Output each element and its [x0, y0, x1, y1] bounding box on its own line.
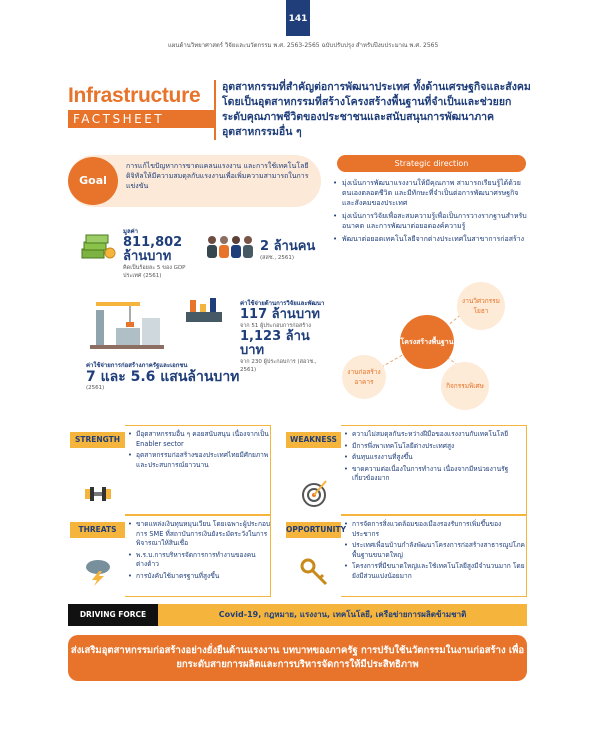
gdp-value: 811,802 [123, 235, 183, 250]
money-stack-icon [80, 231, 116, 261]
rd-value-1: 117 ล้านบาท [240, 307, 320, 322]
strategic-item: • มุ่งเน้นการวิจัยเพื่อสะสมความรู้เพื่อเป็นการวางรากฐานสำหรับอนาคต และการพัฒนาต่อยอดองค์ความรู้ [332, 211, 528, 231]
ecosystem-node: กิจกรรมพิเศษ [441, 362, 489, 410]
workers-stat [260, 240, 340, 262]
weakness-item: • ขาดความต่อเนื่องในการทำงาน เนื่องจากมีหน่วยงานรัฐเกี่ยวข้องมาก [344, 465, 527, 484]
key-icon [299, 557, 329, 587]
running-header: แผนด้านวิทยาศาสตร์ วิจัยและนวัตกรรม พ.ศ. 2563-2565 ฉบับปรับปรุง สำหรับปีงบประมาณ พ.ศ. 2565 [168, 42, 439, 49]
brand-title: Infrastructure [68, 84, 201, 107]
construction-site-icon [90, 288, 164, 350]
opportunity-label: OPPORTUNITY [286, 522, 341, 538]
driving-force-label: DRIVING FORCE [68, 604, 158, 626]
threats-item: • ขาดแหล่งเงินทุนหมุนเวียน โดยเฉพาะผู้ประกอบการ SME ที่สถาบันการเงินยังระมัดระวังในการพิจารณาให้สินเชื่อ [128, 520, 271, 549]
ecosystem-center-node: โครงสร้างพื้นฐาน [400, 315, 454, 369]
workers-note: (สสช., 2561) [260, 255, 294, 261]
workers-value: 2 ล้านคน [260, 239, 316, 254]
strength-item: • อุตสาหกรรมก่อสร้างของประเทศไทยมีศักยภาพและประสบการณ์ยาวนาน [128, 451, 271, 470]
threats-item: • พ.ร.บ.การบริหารจัดการการทำงานของคนต่างด้าว [128, 551, 271, 570]
threats-item: • การบังคับใช้มาตรฐานที่สูงขึ้น [128, 572, 271, 582]
construction-spending-stat [86, 360, 246, 392]
spending-note: (2561) [86, 385, 105, 391]
page-number: 141 [286, 0, 310, 36]
strength-list [128, 430, 271, 472]
strength-item: • มีอุตสาหกรรมอื่น ๆ คอยสนับสนุน เนื่องจากเป็น Enabler sector [128, 430, 271, 449]
rd-note-2: จาก 230 ผู้ประกอบการ (สอวช., 2561) [240, 359, 317, 373]
spending-label: ค่าใช้จ่ายการก่อสร้างภาครัฐและเอกชน [86, 362, 188, 369]
brand-subtitle: FACTSHEET [68, 110, 214, 128]
strategic-direction-title: Strategic direction [337, 155, 526, 172]
goal-badge: Goal [68, 157, 118, 205]
strategic-item: • พัฒนาต่อยอดเทคโนโลยีจากต่างประเทศในสาขาการก่อสร้าง [332, 234, 528, 244]
ecosystem-node: งานก่อสร้างอาคาร [342, 355, 386, 399]
target-icon [299, 478, 329, 508]
opportunity-item: • ประเทศเพื่อนบ้านกำลังพัฒนาโครงการก่อสร้างสาธารณูปโภคพื้นฐานขนาดใหญ่ [344, 541, 527, 560]
rd-note-1: จาก 51 ผู้ประกอบการก่อสร้าง [240, 323, 311, 329]
gdp-label: มูลค่า [123, 228, 139, 235]
rd-value-2: 1,123 ล้านบาท [240, 329, 310, 358]
ecosystem-node: งานวิศวกรรมโยธา [457, 282, 505, 330]
weakness-item: • มีการพึ่งพาเทคโนโลยีต่างประเทศสูง [344, 442, 527, 452]
gdp-note: คิดเป็นร้อยละ 5 ของ GDP ประเทศ (2561) [123, 265, 186, 279]
research-lab-icon [184, 296, 224, 324]
weakness-item: • ต้นทุนแรงงานที่สูงขึ้น [344, 453, 527, 463]
workers-icon [204, 233, 256, 259]
weakness-item: • ความไม่สมดุลกันระหว่างฝีมือของแรงงานกับเทคโนโลยี [344, 430, 527, 440]
weakness-label: WEAKNESS [286, 432, 341, 448]
threats-list [128, 520, 271, 583]
strategic-item: • มุ่งเน้นการพัฒนาแรงงานให้มีคุณภาพ สามารถเรียนรู้ได้ด้วยตนเองตลอดชีวิต และมีทักษะที่จำเป็นต่อการพัฒนาศรษฐกิจและสังคมของประเทศ [332, 178, 528, 208]
summary-banner: ส่งเสริมอุตสาหกรรมก่อสร้างอย่างยั่งยืนด้านแรงงาน บทบาทของภาครัฐ การปรับใช้นวัตกรรมในงานก่อสร้าง เพื่อยกระดับสายการผลิตและการบริหารจัดการให้มีประสิทธิภาพ [68, 635, 527, 681]
brand [68, 84, 214, 128]
opportunity-item: • โครงการที่มีขนาดใหญ่และใช้เทคโนโลยีสูงมีจำนวนมาก โดยยังมีส่วนแบ่งน้อยมาก [344, 562, 527, 581]
rd-label: ค่าใช้จ่ายด้านการวิจัยและพัฒนา [240, 300, 325, 307]
goal-text: การแก้ไขปัญหาการขาดแคลนแรงงาน และการใช้เทคโนโลยีดิจิทัลให้มีความสมดุลกับแรงงานเพื่อเพิ่มความสามารถในการแข่งขัน [126, 162, 309, 190]
spending-value: 7 และ 5.6 แสนล้านบาท [86, 369, 240, 385]
gdp-stat [123, 226, 203, 280]
opportunity-item: • การจัดการสิ่งแวดล้อมของเมืองรองรับการเพิ่มขึ้นของประชากร [344, 520, 527, 539]
gdp-unit: ล้านบาท [123, 249, 172, 264]
goal-panel [68, 155, 321, 207]
rd-stat [240, 298, 326, 374]
weakness-list [344, 430, 527, 486]
strength-label: STRENGTH [70, 432, 125, 448]
dumbbell-icon [83, 478, 113, 508]
opportunity-list [344, 520, 527, 583]
strategic-direction-list [332, 178, 528, 247]
threats-label: THREATS [70, 522, 125, 538]
driving-force-text: Covid-19, กฎหมาย, แรงงาน, เทคโนโลยี, เครือข่ายการผลิตข้ามชาติ [158, 604, 527, 626]
intro-text: อุตสาหกรรมที่สำคัญต่อการพัฒนาประเทศ ทั้งด้านเศรษฐกิจและสังคม โดยเป็นอุตสาหกรรมที่สร้างโครงสร้างพื้นฐานที่จำเป็นและช่วยยกระดับคุณภาพชีวิตของประชาชนและสนับสนุนการพัฒนาภาคอุตสาหกรรมอื่น ๆ [214, 80, 534, 140]
storm-icon [83, 557, 113, 587]
